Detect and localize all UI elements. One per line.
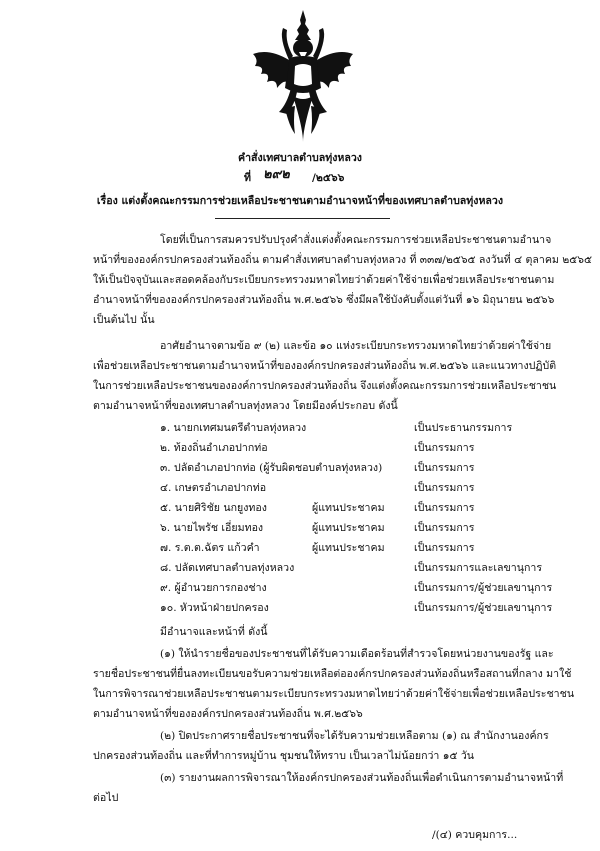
committee-member-name: ๙. ผู้อำนวยการกองช่าง <box>160 582 267 594</box>
garuda-emblem <box>249 8 357 146</box>
committee-member-role: เป็นกรรมการ <box>414 502 475 514</box>
paragraph-line: ในการช่วยเหลือประชาชนขององค์การปกครองส่วนท้องถิ่น จึงแต่งตั้งคณะกรรมการช่วยเหลือประชาชน <box>93 380 557 392</box>
committee-member-role: เป็นกรรมการและเลขานุการ <box>414 562 543 574</box>
duty-line: ตามอำนาจหน้าที่ขององค์กรปกครองส่วนท้องถิ่น พ.ศ.๒๕๖๖ <box>93 708 363 720</box>
duty-line: ปกครองส่วนท้องถิ่น และที่ทำการหมู่บ้าน ชุมชนให้ทราบ เป็นเวลาไม่น้อยกว่า ๑๕ วัน <box>93 750 475 762</box>
committee-member-role: เป็นกรรมการ <box>414 462 475 474</box>
continuation-note: /(๔) ควบคุมการ... <box>432 829 518 841</box>
order-subject: เรื่อง แต่งตั้งคณะกรรมการช่วยเหลือประชาชนตามอำนาจหน้าที่ของเทศบาลตำบลทุ่งหลวง <box>96 195 504 207</box>
committee-member-name: ๔. เกษตรอำเภอปากท่อ <box>160 482 267 494</box>
committee-member-name: ๗. ร.ต.ต.ฉัตร แก้วคำ <box>160 542 260 554</box>
duties-heading: มีอำนาจและหน้าที่ ดังนี้ <box>160 626 268 638</box>
order-number-prefix: ที่ <box>244 172 251 184</box>
duty-line: ในการพิจารณาช่วยเหลือประชาชนตามระเบียบกระทรวงมหาดไทยว่าด้วยค่าใช้จ่ายเพื่อช่วยเหลือประชาชน <box>93 688 575 700</box>
paragraph-line: โดยที่เป็นการสมควรปรับปรุงคำสั่งแต่งตั้งคณะกรรมการช่วยเหลือประชาชนตามอำนาจ <box>160 234 552 246</box>
paragraph-line: ให้เป็นปัจจุบันและสอดคล้องกับระเบียบกระทรวงมหาดไทยว่าด้วยค่าใช้จ่ายเพื่อช่วยเหลือประชาชนตาม <box>93 274 555 286</box>
committee-member-role: เป็นกรรมการ <box>414 442 475 454</box>
committee-member-role: เป็นกรรมการ/ผู้ช่วยเลขานุการ <box>414 602 553 614</box>
committee-member-name: ๘. ปลัดเทศบาลตำบลทุ่งหลวง <box>160 562 295 574</box>
committee-member-representative: ผู้แทนประชาคม <box>312 502 385 514</box>
committee-member-role: เป็นกรรมการ <box>414 542 475 554</box>
duty-line: (๓) รายงานผลการพิจารณาให้องค์กรปกครองส่วนท้องถิ่นเพื่อดำเนินการตามอำนาจหน้าที่ <box>160 772 564 784</box>
paragraph-line: เป็นต้นไป นั้น <box>93 314 155 326</box>
paragraph-line: อำนาจหน้าที่ขององค์กรปกครองส่วนท้องถิ่น พ.ศ.๒๕๖๖ ซึ่งมีผลใช้บังคับตั้งแต่วันที่ ๑๖ มิถุนายน ๒๕๖๖ <box>93 294 555 306</box>
committee-member-name: ๖. นายไพรัช เอี่ยมทอง <box>160 522 264 534</box>
committee-member-role: เป็นกรรมการ/ผู้ช่วยเลขานุการ <box>414 582 553 594</box>
duty-line: (๑) ให้นำรายชื่อของประชาชนที่ได้รับความเดือดร้อนที่สำรวจโดยหน่วยงานของรัฐ และ <box>160 648 554 660</box>
committee-member-name: ๑. นายกเทศมนตรีตำบลทุ่งหลวง <box>160 422 307 434</box>
order-year: /๒๕๖๖ <box>312 172 345 184</box>
paragraph-line: เพื่อช่วยเหลือประชาชนตามอำนาจหน้าที่ขององค์กรปกครองส่วนท้องถิ่น พ.ศ.๒๕๖๖ และแนวทางปฏิบัติ <box>93 360 557 372</box>
duty-line: ต่อไป <box>93 792 119 804</box>
committee-member-role: เป็นกรรมการ <box>414 482 475 494</box>
committee-member-role: เป็นกรรมการ <box>414 522 475 534</box>
order-number: ๒๙๒ <box>263 167 290 182</box>
duty-line: รายชื่อประชาชนที่ยื่นลงทะเบียนขอรับความช่วยเหลือต่อองค์กรปกครองส่วนท้องถิ่นหรือสถานที่กลาง มาใช้ <box>93 668 572 680</box>
committee-member-name: ๕. นายศิริชัย นกยูงทอง <box>160 502 267 514</box>
paragraph-line: อาศัยอำนาจตามข้อ ๙ (๒) และข้อ ๑๐ แห่งระเบียบกระทรวงมหาดไทยว่าด้วยค่าใช้จ่าย <box>160 340 552 352</box>
committee-member-representative: ผู้แทนประชาคม <box>312 522 385 534</box>
duty-line: (๒) ปิดประกาศรายชื่อประชาชนที่จะได้รับความช่วยเหลือตาม (๑) ณ สำนักงานองค์กร <box>160 730 549 742</box>
order-title: คำสั่งเทศบาลตำบลทุ่งหลวง <box>238 152 362 164</box>
committee-member-name: ๑๐. หัวหน้าฝ่ายปกครอง <box>160 602 269 614</box>
committee-member-role: เป็นประธานกรรมการ <box>414 422 513 434</box>
paragraph-line: หน้าที่ขององค์กรปกครองส่วนท้องถิ่น ตามคำสั่งเทศบาลตำบลทุ่งหลวง ที่ ๓๓๗/๒๕๖๕ ลงวันที่ ๔ ตุลาคม ๒๕๖๕ <box>93 254 593 266</box>
committee-member-representative: ผู้แทนประชาคม <box>312 542 385 554</box>
paragraph-line: ตามอำนาจหน้าที่ของเทศบาลตำบลทุ่งหลวง โดยมีองค์ประกอบ ดังนี้ <box>93 400 398 412</box>
committee-member-name: ๒. ท้องถิ่นอำเภอปากท่อ <box>160 442 268 454</box>
subject-divider <box>215 218 390 219</box>
committee-member-name: ๓. ปลัดอำเภอปากท่อ (ผู้รับผิดชอบตำบลทุ่งหลวง) <box>160 462 383 474</box>
